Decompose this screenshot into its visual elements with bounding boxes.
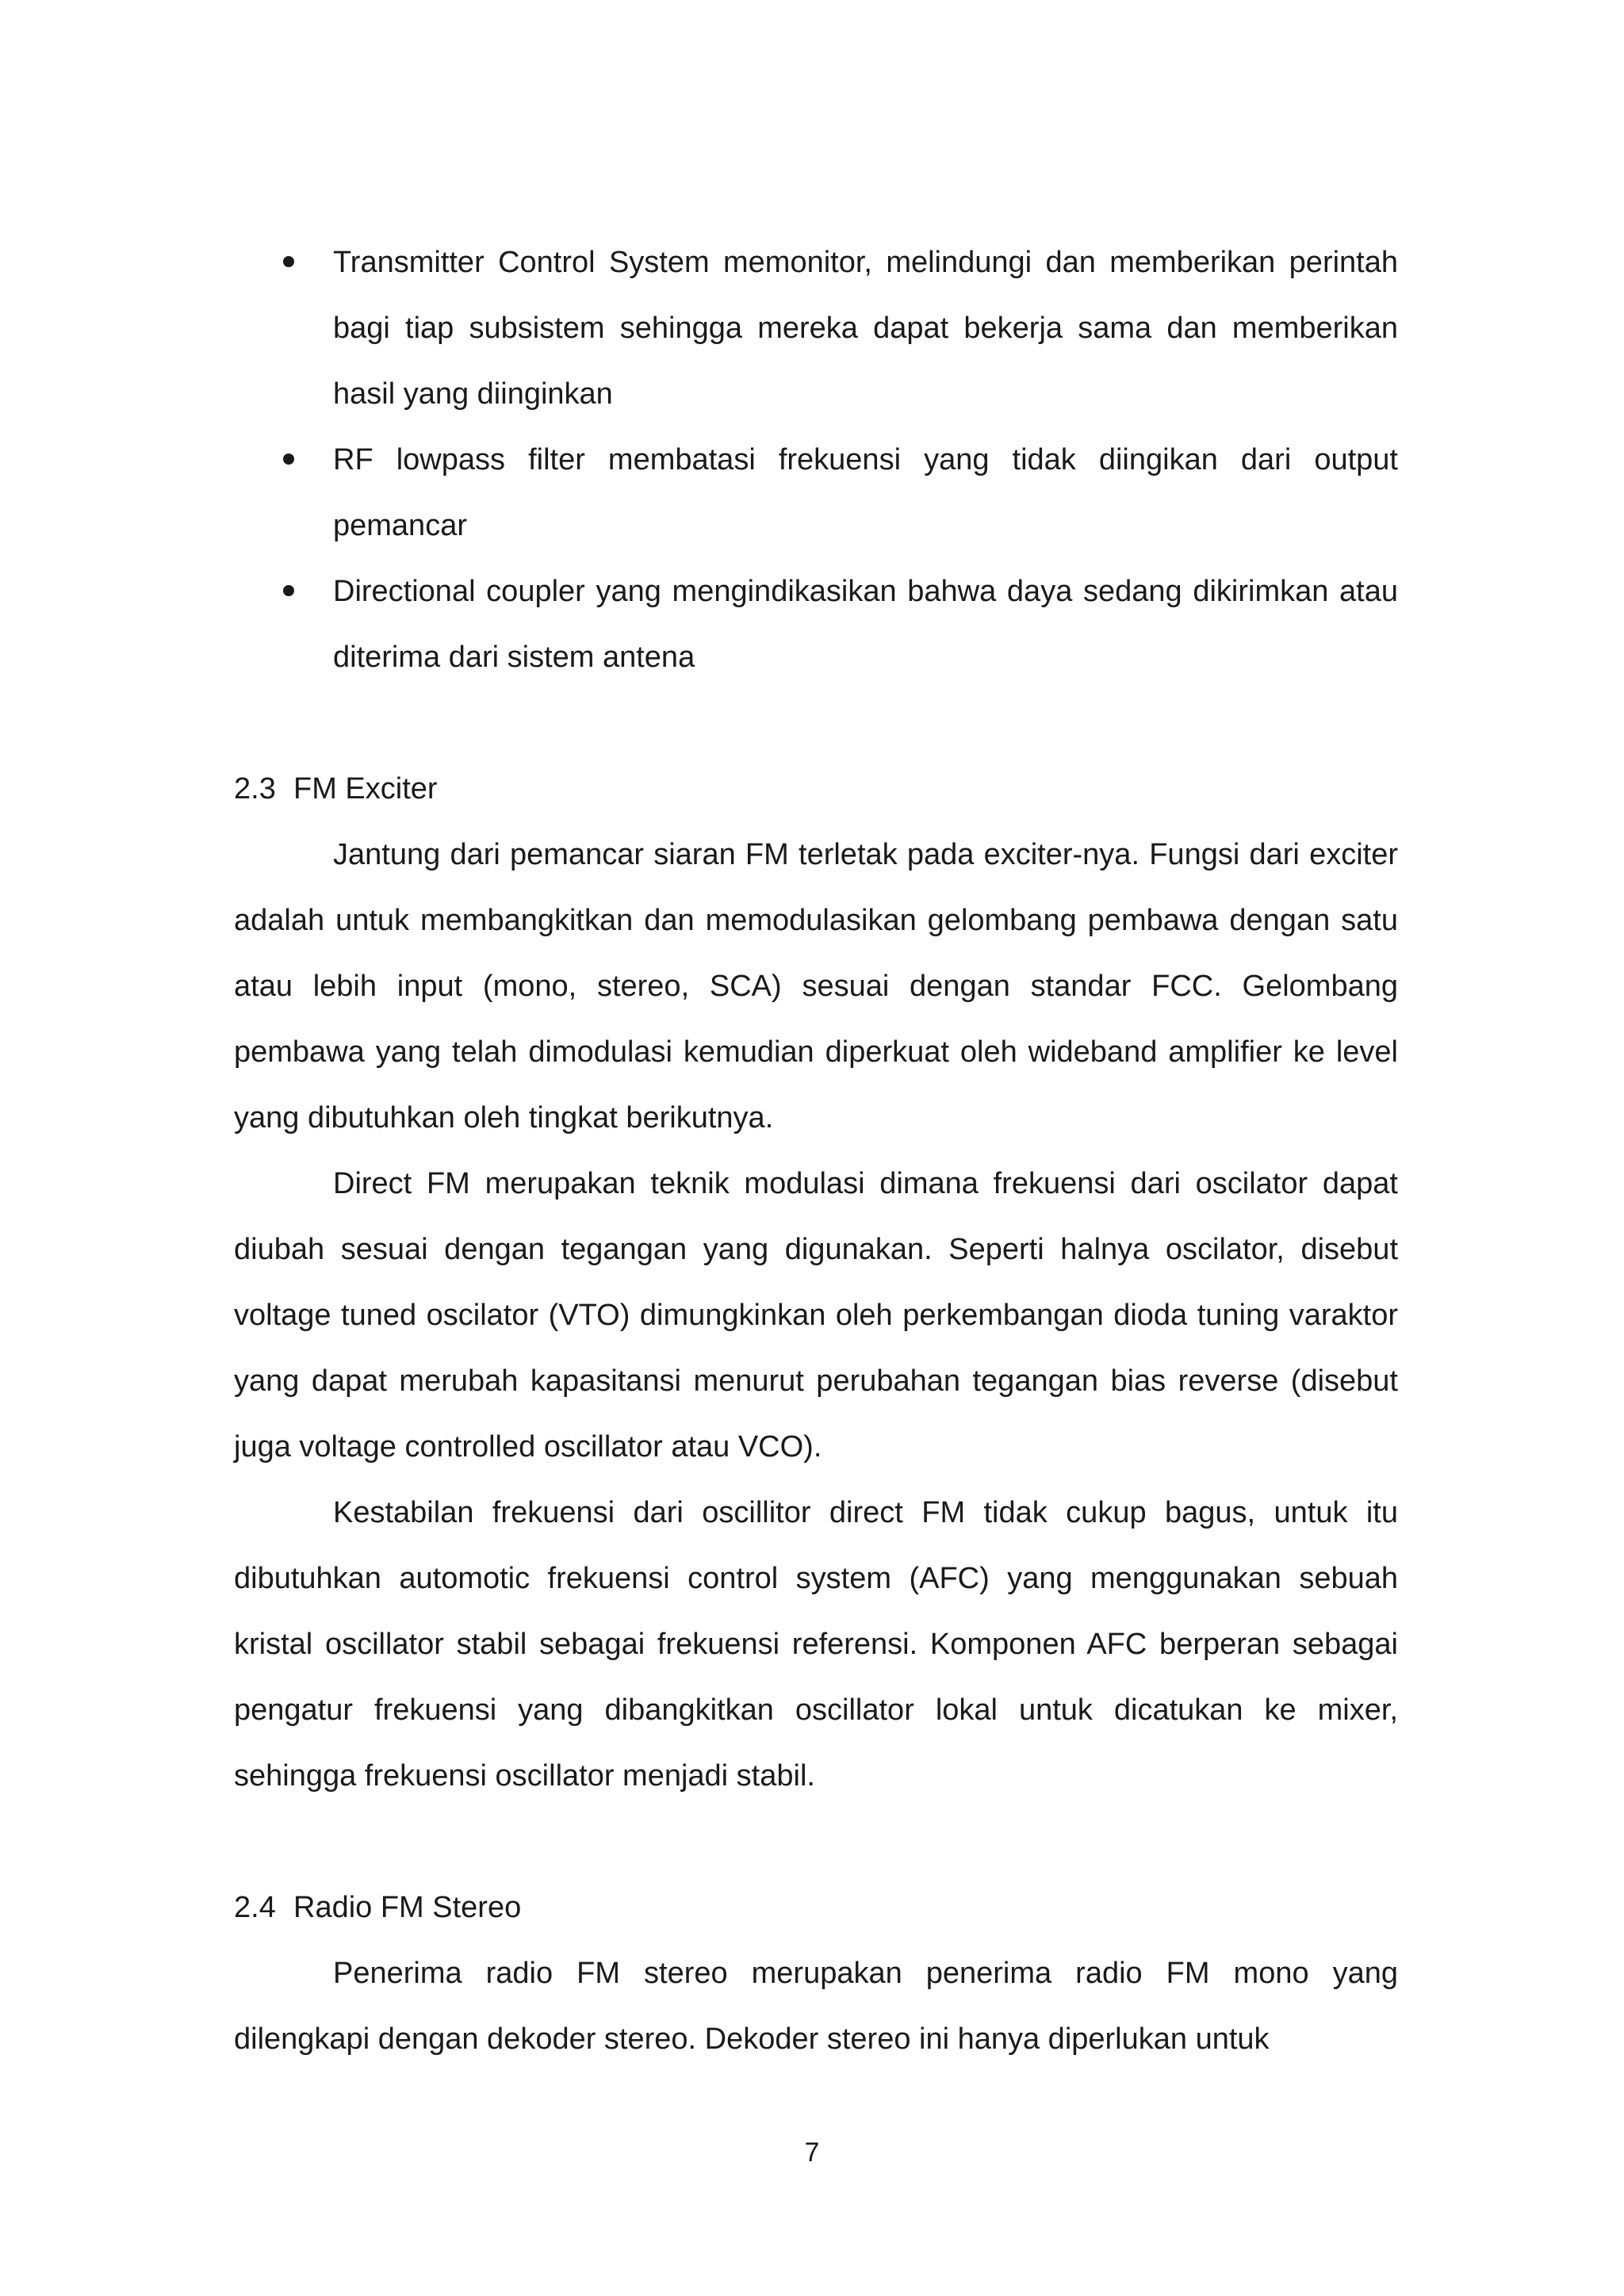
page-content [234, 230, 1398, 2072]
section-radio-fm-stereo [234, 1875, 1398, 2072]
section-number: 2.4 [234, 1891, 276, 1924]
section-heading [234, 756, 1398, 822]
paragraph: Kestabilan frekuensi dari oscillitor direct FM tidak cukup bagus, untuk itu dibutuhkan automotic frekuensi control system (AFC) yang menggunakan sebuah kristal oscillator stabil sebagai frekuensi referensi. Komponen AFC berperan sebagai pengatur frekuensi yang dibangkitkan oscillator lokal untuk dicatukan ke mixer, sehingga frekuensi oscillator menjadi stabil. [234, 1496, 1398, 1793]
bullet-text: Transmitter Control System memonitor, melindungi dan memberikan perintah bagi tiap subsistem sehingga mereka dapat bekerja sama dan memberikan hasil yang diinginkan [333, 246, 1398, 411]
bullet-text: RF lowpass filter membatasi frekuensi yang tidak diingikan dari output pemancar [333, 443, 1398, 542]
section-title: Radio FM Stereo [293, 1891, 522, 1924]
section-heading [234, 1875, 1398, 1941]
bullet-item [234, 559, 1398, 691]
bullet-dot-icon [283, 256, 294, 267]
section-fm-exciter [234, 756, 1398, 1809]
section-title: FM Exciter [293, 772, 438, 806]
paragraph: Penerima radio FM stereo merupakan penerima radio FM mono yang dilengkapi dengan dekoder stereo. Dekoder stereo ini hanya diperlukan untuk [234, 1957, 1398, 2056]
page-number: 7 [804, 2137, 820, 2168]
bullet-item [234, 230, 1398, 427]
bullet-list [234, 230, 1398, 691]
paragraph: Jantung dari pemancar siaran FM terletak pada exciter-nya. Fungsi dari exciter adalah untuk membangkitkan dan memodulasikan gelombang pembawa dengan satu atau lebih input (mono, stereo, SCA) sesuai dengan standar FCC. Gelombang pembawa yang telah dimodulasi kemudian diperkuat oleh wideband amplifier ke level yang dibutuhkan oleh tingkat berikutnya. [234, 838, 1398, 1135]
bullet-text: Directional coupler yang mengindikasikan bahwa daya sedang dikirimkan atau diterima dari sistem antena [333, 575, 1398, 674]
section-number: 2.3 [234, 772, 276, 806]
paragraph: Direct FM merupakan teknik modulasi dimana frekuensi dari oscilator dapat diubah sesuai dengan tegangan yang digunakan. Seperti halnya oscilator, disebut voltage tuned oscilator (VTO) dimungkinkan oleh perkembangan dioda tuning varaktor yang dapat merubah kapasitansi menurut perubahan tegangan bias reverse (disebut juga voltage controlled oscillator atau VCO). [234, 1167, 1398, 1464]
bullet-item [234, 427, 1398, 559]
bullet-dot-icon [283, 585, 294, 596]
bullet-dot-icon [283, 453, 294, 465]
